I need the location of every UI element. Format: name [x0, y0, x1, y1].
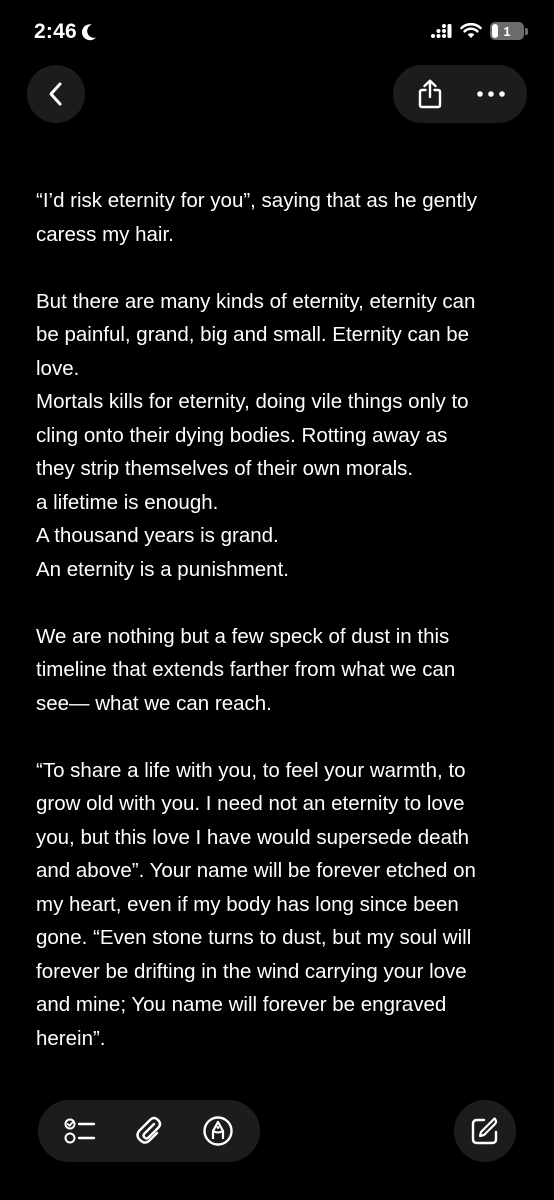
cellular-signal-icon [430, 23, 452, 39]
battery-icon [490, 22, 528, 40]
note-line: my heart, even if my body has long since been [36, 892, 459, 916]
note-blank-line [36, 586, 520, 620]
note-line: you, but this love I have would supersede death [36, 825, 470, 849]
note-line: they strip themselves of their own morals. [36, 457, 414, 480]
note-line: cling onto their dying bodies. Rotting away as [36, 423, 448, 447]
more-icon [477, 91, 505, 97]
attachment-button[interactable] [121, 1103, 177, 1159]
checklist-button[interactable] [52, 1103, 108, 1159]
chevron-left-icon [48, 81, 64, 107]
note-line: be painful, grand, big and small. Eternity can be [36, 323, 470, 346]
note-line: A thousand years is grand. [36, 524, 279, 547]
note-line: a lifetime is enough. [36, 490, 219, 514]
status-time: 2:46 [34, 20, 77, 43]
bottom-toolbar [38, 1100, 260, 1162]
markup-pen-icon [202, 1115, 234, 1147]
share-button[interactable] [402, 66, 458, 122]
note-line: caress my hair. [36, 222, 174, 246]
note-line: timeline that extends farther from what we can [36, 658, 456, 681]
note-line: and above”. Your name will be forever etched on [36, 859, 476, 882]
share-icon [417, 79, 443, 109]
status-right-icons [430, 22, 528, 40]
battery-body [490, 22, 524, 40]
battery-level: 1 [503, 23, 511, 39]
compose-icon [470, 1116, 500, 1146]
note-line: gone. “Even stone turns to dust, but my soul will [36, 926, 472, 949]
status-time-group [34, 20, 97, 44]
status-bar [0, 0, 554, 70]
back-button[interactable] [27, 65, 85, 123]
moon-icon [81, 23, 97, 41]
note-line: But there are many kinds of eternity, eternity can [36, 289, 476, 313]
note-line: herein”. [36, 1026, 106, 1050]
note-line: “To share a life with you, to feel your warmth, to [36, 758, 466, 782]
compose-button[interactable] [454, 1100, 516, 1162]
markup-button[interactable] [190, 1103, 246, 1159]
checklist-icon [64, 1117, 96, 1145]
note-line: and mine; You name will forever be engraved [36, 993, 447, 1016]
note-line: grow old with you. I need not an eternity to love [36, 792, 465, 815]
note-line: see— what we can reach. [36, 691, 272, 715]
wifi-icon [460, 23, 482, 39]
note-blank-line [36, 720, 520, 754]
note-line: “I’d risk eternity for you”, saying that as he gently [36, 189, 477, 212]
battery-fill [492, 24, 498, 38]
note-line: We are nothing but a few speck of dust in this [36, 624, 450, 648]
battery-cap [525, 28, 528, 35]
note-body[interactable] [36, 184, 520, 1055]
more-button[interactable] [463, 66, 519, 122]
note-line: An eternity is a punishment. [36, 557, 289, 581]
note-line: forever be drifting in the wind carrying your love [36, 959, 467, 983]
paperclip-icon [135, 1115, 163, 1147]
note-blank-line [36, 251, 520, 285]
note-line: love. [36, 356, 80, 380]
nav-actions-pill [393, 65, 527, 123]
note-line: Mortals kills for eternity, doing vile things only to [36, 390, 469, 413]
